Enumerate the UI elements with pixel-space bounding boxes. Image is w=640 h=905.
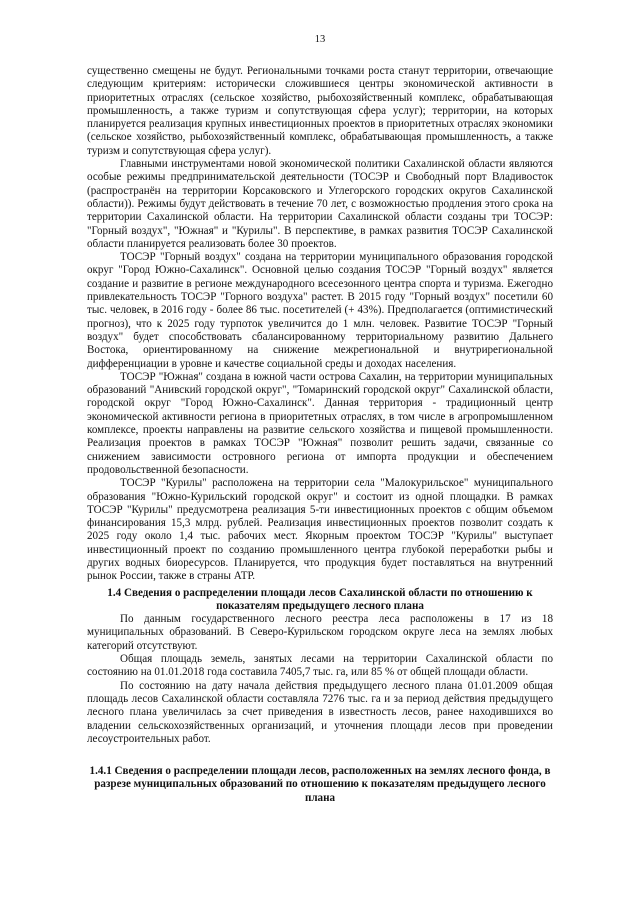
section-heading-1-4-1: 1.4.1 Сведения о распределении площади лесов, расположенных на землях лесного фонда, в разрезе муниципальных образований по отношению к показателям предыдущего лесного плана — [89, 765, 551, 804]
page-body — [87, 65, 553, 805]
paragraph-growth-points: существенно смещены не будут. Региональными точками роста станут территории, отвечающие следующим критериям: исторически сложившиеся центры экономической активности в приоритетных отраслях (сельское хозяйство, рыбохозяйственный комплекс, обрабатывающая промышленность, а также туризм и сопутствующая сфера услуг); территории, на которых планируется реализация крупных инвестиционных проектов в приоритетных отраслях экономики (сельское хозяйство, рыбохозяйственный комплекс, обрабатывающая промышленность, а также туризм и сопутствующая сфера услуг). — [87, 65, 553, 157]
paragraph-toser-gorny-vozdukh: ТОСЭР "Горный воздух" создана на территории муниципального образования городской округ "Город Южно-Сахалинск". Основной целью создания ТОСЭР "Горный воздух" является создание и развитие в регионе международного всесезонного центра спорта и туризма. Ежегодно привлекательность ТОСЭР "Горного воздуха" растет. В 2015 году "Горный воздух" посетили 60 тыс. человек, в 2016 году - более 86 тыс. посетителей (+ 43%). Предполагается (оптимистический прогноз), что к 2025 году турпоток увеличится до 1 млн. человек. Развитие ТОСЭР "Горный воздух" будет способствовать сбалансированному территориальному развитию Дальнего Востока, ориентированному на снижение межрегиональной и внутрирегиональной дифференциации в уровне и качестве социальной среды и доходах населения. — [87, 251, 553, 370]
paragraph-economic-policy: Главными инструментами новой экономической политики Сахалинской области являются особые режимы предпринимательской деятельности (ТОСЭР и Свободный порт Владивосток (распространён на территории Корсаковского и Углегорского городских округов Сахалинской области)). Режимы будут действовать в течение 70 лет, с возможностью продления этого срока на территории Сахалинской области. На территории Сахалинской области созданы три ТОСЭР: "Горный воздух", "Южная" и "Курилы". В перспективе, в рамках развития ТОСЭР Сахалинской области планируется реализовать более 30 проектов. — [87, 158, 553, 250]
paragraph-forest-registry: По данным государственного лесного реестра леса расположены в 17 из 18 муниципальных образований. В Северо-Курильском городском округе леса на землях любых категорий отсутствуют. — [87, 613, 553, 652]
paragraph-total-forest-area: Общая площадь земель, занятых лесами на территории Сахалинской области по состоянию на 01.01.2018 года составила 7405,7 тыс. га, или 85 % от общей площади области. — [87, 653, 553, 679]
section-heading-1-4: 1.4 Сведения о распределении площади лесов Сахалинской области по отношению к показателям предыдущего лесного плана — [107, 586, 533, 612]
paragraph-toser-kurily: ТОСЭР "Курилы" расположена на территории села "Малокурильское" муниципального образования "Южно-Курильский городской округ" и состоит из одной площадки. В рамках ТОСЭР "Курилы" предусмотрена реализация 5-ти инвестиционных проектов с общим объемом финансирования 15,3 млрд. рублей. Реализация инвестиционных проектов позволит создать к 2025 году около 1,4 тыс. рабочих мест. Якорным проектом ТОСЭР "Курилы" выступает инвестиционный проект по созданию промышленного центра глубокой переработки рыбы и других водных биоресурсов. Планируется, что продукция будет поставляться на внутренний рынок России, также в страны АТР. — [87, 477, 553, 583]
paragraph-previous-plan-area: По состоянию на дату начала действия предыдущего лесного плана 01.01.2009 общая площадь лесов Сахалинской области составляла 7276 тыс. га и за период действия предыдущего лесного плана увеличилась за счет приведения в известность лесов, ранее находившихся во владении сельскохозяйственных организаций, и уточнения площади лесов при проведении лесоустроительных работ. — [87, 679, 553, 745]
paragraph-toser-yuzhnaya: ТОСЭР "Южная" создана в южной части острова Сахалин, на территории муниципальных образований "Анивский городской округ", "Томаринский городской округ" Сахалинской области, городской округ "Город Южно-Сахалинск". Данная территория - традиционный центр экономической активности региона в приоритетных отраслях, в том числе в агропромышленном комплексе, проекты направлены на развитие сельского хозяйства и пищевой промышленности. Реализация проектов в рамках ТОСЭР "Южная" позволит решить задачи, связанные со снижением зависимости островного региона от импорта продукции и обеспечением продовольственной безопасности. — [87, 370, 553, 476]
page-number: 13 — [314, 34, 326, 45]
